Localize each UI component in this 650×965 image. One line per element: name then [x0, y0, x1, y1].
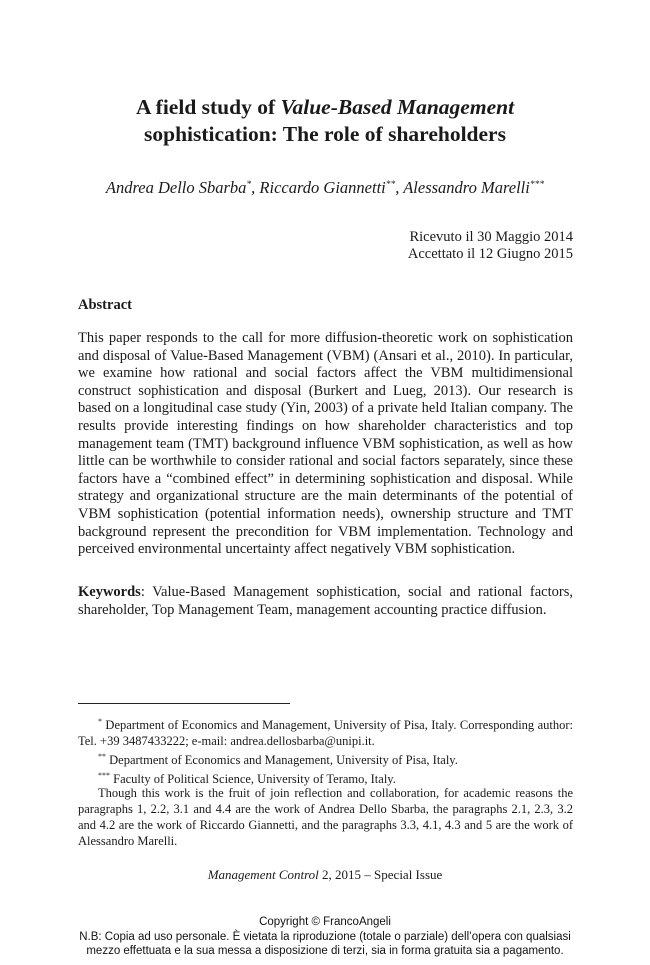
keywords-label: Keywords: [78, 584, 141, 600]
submission-dates: [408, 229, 573, 263]
paper-title: [60, 94, 590, 148]
author-footnote-mark: ***: [529, 180, 545, 190]
footnote: ** Department of Economics and Management, University of Pisa, Italy.: [98, 752, 458, 767]
copyright-line: Copyright © FrancoAngeli: [259, 916, 391, 928]
title-line-1: A field study of Value-Based Management: [135, 95, 515, 119]
journal-footer: Management Control 2, 2015 – Special Issue: [207, 867, 443, 882]
abstract-heading: Abstract: [78, 297, 132, 313]
author-name: Riccardo Giannetti: [259, 178, 386, 197]
abstract-text: This paper responds to the call for more diffusion-theoretic work on sophistication and disposal of Value-Based Management (VBM) (Ansari et al., 2010). In particular, we examine how rational and social factors affect the VBM multidimensional construct sophistication and disposal (Burkert and Lueg, 2013). Our research is based on a longitudinal case study (Yin, 2003) of a private held Italian company. The results provide interesting findings on how shareholder characteristics and top management team (TMT) background influence VBM sophistication, as well as how little can be worthwhile to consider rational and social factors separately, since these factors have a “combined effect” in determining sophistication and disposal. While strategy and organizational structure are the main determinants of the potential of VBM sophistication (potential information needs), ownership structure and TMT background represent the precondition for VBM implementation. Technology and perceived environmental uncertainty affect negatively VBM sophistication.: [78, 330, 573, 558]
author-list: Andrea Dello Sbarba*, Riccardo Giannetti**, Alessandro Marelli***: [105, 178, 545, 197]
footnote-mark: ***: [98, 771, 110, 780]
author-footnote-mark: *: [246, 180, 252, 190]
footnote-authorship-note: Though this work is the fruit of join reflection and collaboration, for academic reasons the paragraphs 1, 2.2, 3.1 and 4.4 are the work of Andrea Dello Sbarba, the paragraphs 2.1, 2.3, 3.2 and 4.2 are the work of Riccardo Giannetti, and the paragraphs 3.3, 4.1, 4.3 and 5 are the work of Alessandro Marelli.: [78, 786, 573, 848]
footnote: *** Faculty of Political Science, University of Teramo, Italy.: [98, 771, 396, 786]
author-footnote-mark: **: [385, 180, 396, 190]
keywords: [78, 584, 573, 619]
title-line-2: sophistication: The role of shareholders: [144, 122, 506, 146]
footnote: * Department of Economics and Management, University of Pisa, Italy. Corresponding author: Tel. +39 3487433222; e-mail: andrea.dellosbarba@unipi.it.: [78, 717, 573, 748]
footnote-mark: **: [98, 752, 106, 761]
copyright-notice-line: mezzo effettuata e la sua messa a disposizione di terzi, sia in forma gratuita sia a pagamento.: [86, 945, 564, 957]
received-date: Ricevuto il 30 Maggio 2014: [409, 229, 573, 245]
journal-name: Management Control: [207, 867, 319, 882]
author-name: Alessandro Marelli: [403, 178, 530, 197]
copyright-notice-line: N.B: Copia ad uso personale. È vietata la riproduzione (totale o parziale) dell’opera con qualsiasi: [79, 930, 571, 943]
footnote-divider: [78, 703, 290, 704]
keywords-text: : Value-Based Management sophistication, social and rational factors, shareholder, Top Management Team, management accounting practice diffusion.: [78, 584, 573, 618]
author-name: Andrea Dello Sbarba: [105, 178, 247, 197]
copyright-notice: [0, 915, 650, 959]
footnote-mark: *: [98, 717, 102, 726]
accepted-date: Accettato il 12 Giugno 2015: [407, 246, 573, 262]
